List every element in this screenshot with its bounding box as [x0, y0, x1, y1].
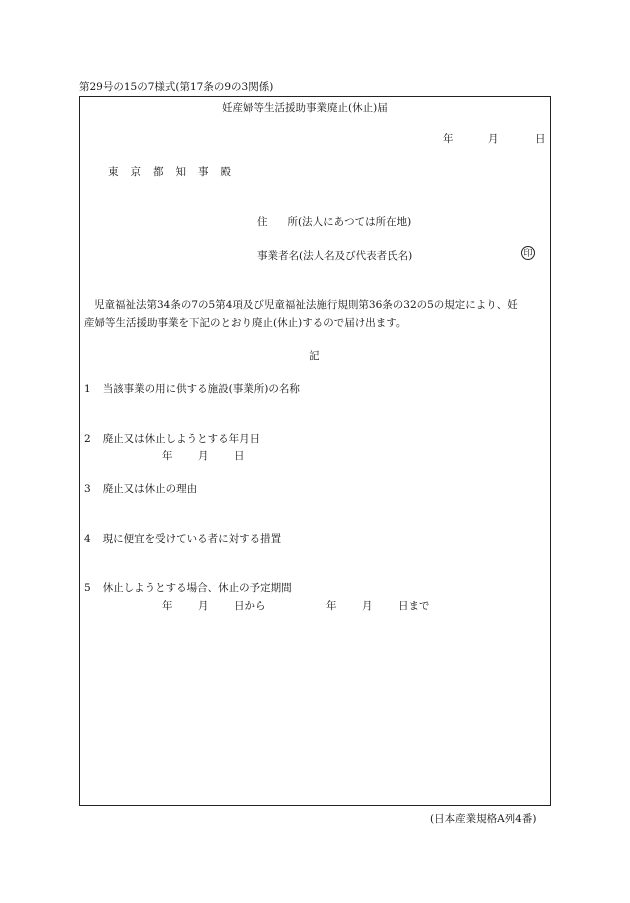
- item-text: 廃止又は休止しようとする年月日: [102, 433, 261, 445]
- item-1: [84, 381, 300, 396]
- addressee: [108, 164, 231, 179]
- seal-char: 印: [521, 246, 535, 260]
- item5-to-year: 年: [326, 600, 337, 612]
- item-2: [84, 431, 260, 446]
- item-number: 5: [84, 582, 91, 594]
- item-5: [84, 580, 292, 595]
- item-number: 2: [84, 433, 91, 445]
- item5-from-day: 日から: [234, 600, 266, 612]
- addressee-char: 東: [108, 166, 119, 178]
- operator-name-label: 事業者名(法人名及び代表者氏名): [257, 250, 413, 262]
- item-text: 廃止又は休止の理由: [102, 483, 198, 495]
- item-text: 休止しようとする場合、休止の予定期間: [102, 582, 292, 594]
- body-text-line2: 産婦等生活援助事業を下記のとおり廃止(休止)するので届け出ます。: [84, 317, 407, 329]
- paper-size-note: (日本産業規格A列4番): [430, 813, 537, 825]
- item-3: [84, 481, 197, 496]
- item5-from-month: 月: [198, 600, 209, 612]
- item5-from-year: 年: [162, 600, 173, 612]
- item-text: 現に便宜を受けている者に対する措置: [102, 533, 282, 545]
- item-text: 当該事業の用に供する施設(事業所)の名称: [102, 383, 300, 395]
- seal-mark: [521, 246, 535, 260]
- date-day: 日: [535, 133, 546, 145]
- item2-day: 日: [234, 450, 245, 462]
- address-label-a: 住: [257, 216, 268, 228]
- form-number-header: 第29号の15の7様式(第17条の9の3関係): [79, 81, 274, 93]
- body-text-line1: 児童福祉法第34条の7の5第4項及び児童福祉法施行規則第36条の32の5の規定により、妊: [94, 299, 518, 311]
- addressee-char: 都: [153, 166, 164, 178]
- date-year: 年: [443, 133, 454, 145]
- form-title: 妊産婦等生活援助事業廃止(休止)届: [222, 102, 388, 114]
- item5-to-month: 月: [362, 600, 373, 612]
- item-number: 1: [84, 383, 91, 395]
- ki-heading: 記: [309, 350, 320, 362]
- item2-month: 月: [198, 450, 209, 462]
- form-frame: [79, 96, 551, 806]
- item-number: 3: [84, 483, 91, 495]
- addressee-char: 京: [130, 166, 141, 178]
- addressee-char: 事: [198, 166, 209, 178]
- date-month: 月: [488, 133, 499, 145]
- item2-year: 年: [162, 450, 173, 462]
- item5-to-day: 日まで: [398, 600, 430, 612]
- item-4: [84, 531, 281, 546]
- address-label-b: 所(法人にあつては所在地): [287, 216, 412, 228]
- addressee-char: 殿: [220, 166, 231, 178]
- item-number: 4: [84, 533, 91, 545]
- address-label: [257, 214, 411, 229]
- addressee-char: 知: [175, 166, 186, 178]
